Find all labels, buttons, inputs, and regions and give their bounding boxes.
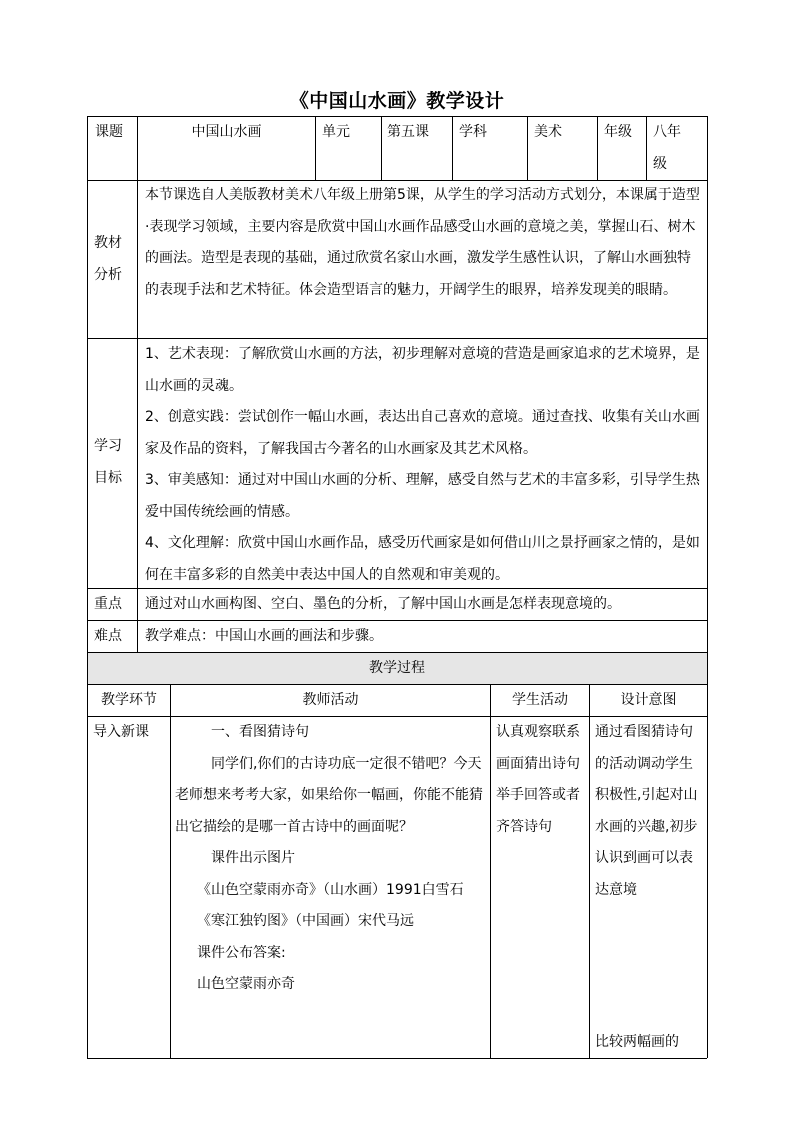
difficulty-text: 教学难点：中国山水画的画法和步骤。 — [145, 628, 383, 644]
topic-label: 课题 — [95, 124, 123, 140]
learning-goal-item: 1、艺术表现：了解欣赏山水画的方法，初步理解对意境的营造是画家追求的艺术境界，是山水画的灵魂。 — [145, 346, 700, 394]
design-intent-continued: 比较两幅画的 — [595, 1034, 679, 1050]
column-header-student: 学生活动 — [512, 692, 568, 708]
subject-label: 学科 — [459, 124, 487, 140]
learning-goal-item: 3、审美感知：通过对中国山水画的分析、理解，感受自然与艺术的丰富多彩，引导学生热爱中国传统绘画的情感。 — [145, 472, 700, 520]
student-activity: 认真观察联系画面猜出诗句举手回答或者齐答诗句 — [496, 724, 580, 835]
learning-goals-label: 学习目标 — [94, 438, 122, 486]
unit-label: 单元 — [322, 124, 350, 140]
grid-line — [87, 116, 88, 1058]
key-point-label: 重点 — [94, 596, 122, 612]
grid-line — [589, 684, 590, 1058]
teacher-intro: 同学们,你们的古诗功底一定很不错吧？今天老师想来考考大家，如果给你一幅画，你能不能猜出它描绘的是哪一首古诗中的画面呢？ — [175, 755, 483, 835]
grade-label: 年级 — [604, 124, 632, 140]
material-analysis-label: 教材分析 — [94, 235, 122, 283]
design-intent: 通过看图猜诗句的活动调动学生积极性,引起对山水画的兴趣,初步认识到画可以表达意境 — [595, 724, 698, 898]
subject-value: 美术 — [534, 124, 562, 140]
stage-intro: 导入新课 — [93, 724, 149, 740]
grid-line — [381, 116, 382, 180]
grid-line — [170, 684, 171, 1058]
difficulty-label: 难点 — [94, 628, 122, 644]
grid-line — [315, 116, 316, 180]
column-header-teacher: 教师活动 — [302, 692, 359, 708]
page-title: 《中国山水画》教学设计 — [289, 90, 505, 112]
grid-line — [597, 116, 598, 180]
learning-goal-item: 4、文化理解：欣赏中国山水画作品，感受历代画家是如何借山川之景抒画家之情的，是如何在丰富多彩的自然美中表达中国人的自然观和审美观的。 — [145, 535, 700, 583]
teacher-answer-1: 山色空蒙雨亦奇 — [197, 976, 295, 992]
column-header-stage: 教学环节 — [101, 692, 157, 708]
teacher-answer-label: 课件公布答案: — [197, 944, 286, 961]
material-analysis-text: 本节课选自人美版教材美术八年级上册第5课，从学生的学习活动方式划分，本课属于造型·表现学习领域，主要内容是欣赏中国山水画作品感受山水画的意境之美，掌握山石、树木的画法。造型是表现的基础，通过欣赏名家山水画，激发学生感性认识，了解山水画独特的表现手法和艺术特征。体会造型语言的魅力，开阔学生的眼界，培养发现美的眼睛。 — [145, 187, 700, 298]
grid-line — [137, 116, 138, 652]
teacher-artwork-1: 《山色空蒙雨亦奇》（山水画）1991白雪石 — [197, 881, 464, 898]
grid-line — [490, 684, 491, 1058]
teacher-activity — [175, 717, 485, 1001]
column-header-intent: 设计意图 — [620, 692, 677, 708]
process-heading: 教学过程 — [369, 660, 425, 676]
grid-line — [646, 116, 647, 180]
grid-line — [452, 116, 453, 180]
teacher-show-images: 课件出示图片 — [211, 850, 295, 866]
learning-goal-item: 2、创意实践：尝试创作一幅山水画，表达出自己喜欢的意境。通过查找、收集有关山水画家及作品的资料，了解我国古今著名的山水画家及其艺术风格。 — [145, 409, 700, 457]
grid-line — [527, 116, 528, 180]
grid-line — [707, 116, 708, 1058]
unit-value: 第五课 — [387, 124, 429, 140]
key-point-text: 通过对山水画构图、空白、墨色的分析，了解中国山水画是怎样表现意境的。 — [145, 596, 621, 612]
learning-goals-list — [145, 339, 702, 591]
teacher-artwork-2: 《寒江独钓图》（中国画）宋代马远 — [197, 913, 414, 929]
topic-value: 中国山水画 — [191, 124, 262, 140]
teacher-section-heading: 一、看图猜诗句 — [211, 724, 309, 740]
grade-value: 八年级 — [653, 124, 681, 172]
